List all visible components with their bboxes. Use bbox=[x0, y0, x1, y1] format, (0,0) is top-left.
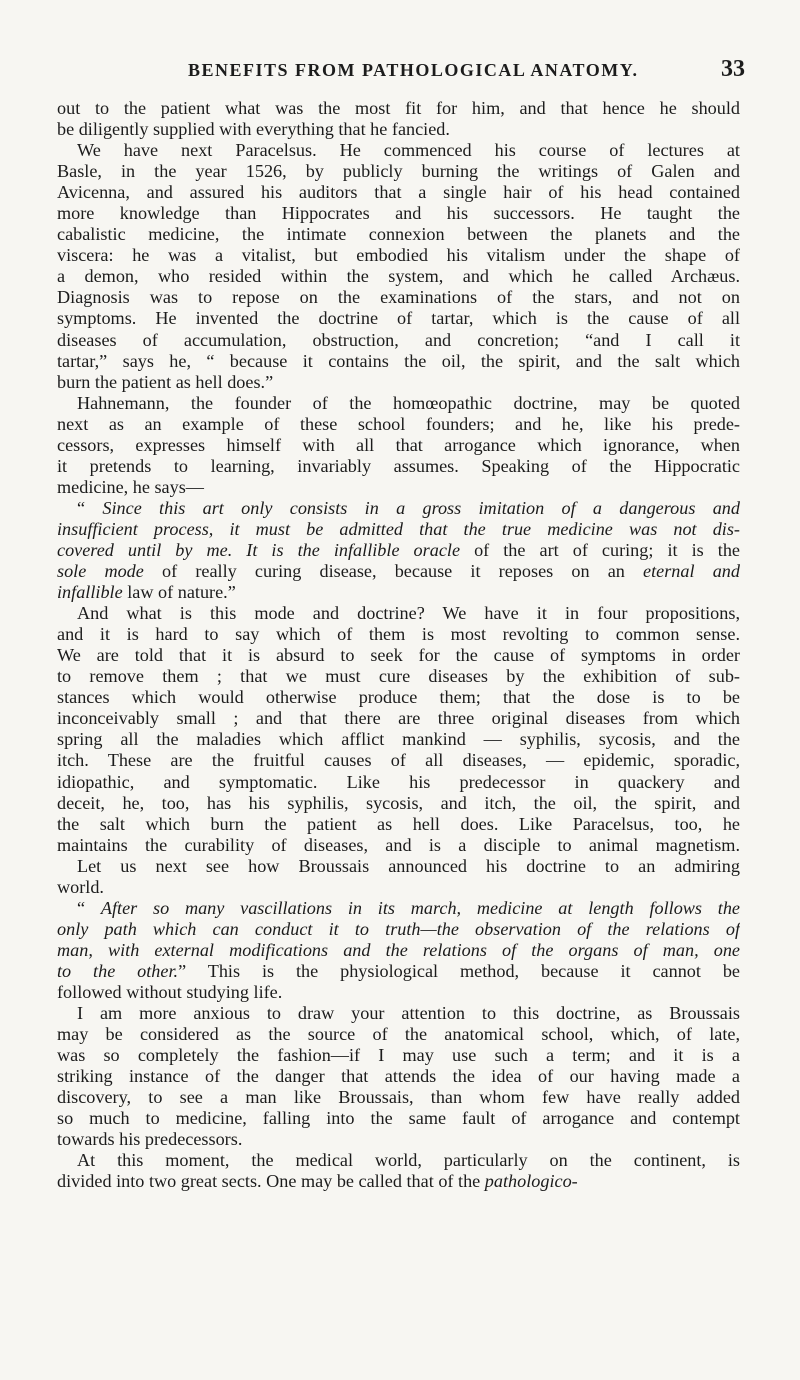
text-line bbox=[57, 119, 740, 140]
text-run: of really curing disease, because it reposes on an bbox=[143, 561, 644, 582]
text-run: I am more anxious to draw your attention to this doctrine, as Broussais bbox=[77, 1003, 740, 1024]
text-run: striking instance of the danger that attends the idea of our having made a bbox=[57, 1066, 740, 1087]
text-line bbox=[57, 98, 740, 119]
text-run: cabalistic medicine, the intimate connexion between the planets and the bbox=[57, 224, 740, 245]
italic-run: to the other. bbox=[57, 960, 179, 981]
body-text bbox=[57, 98, 740, 1192]
text-run: more knowledge than Hippocrates and his successors. He taught the bbox=[57, 203, 740, 224]
text-run: medicine, he says— bbox=[57, 476, 204, 497]
text-run: At this moment, the medical world, particularly on the continent, is bbox=[77, 1150, 740, 1171]
text-line bbox=[57, 603, 740, 624]
text-run: to remove them ; that we must cure diseases by the exhibition of sub- bbox=[57, 666, 740, 687]
text-run: out to the patient what was the most fit for him, and that hence he should bbox=[57, 98, 740, 118]
text-line bbox=[57, 1129, 740, 1150]
text-run: the salt which burn the patient as hell does. Like Paracelsus, too, he bbox=[57, 813, 740, 834]
text-run: followed without studying life. bbox=[57, 981, 283, 1002]
text-run: was so completely the fashion—if I may use such a term; and it is a bbox=[57, 1045, 740, 1066]
text-run: tartar,” says he, “ because it contains the oil, the spirit, and the salt which bbox=[57, 350, 740, 371]
text-run: ” This is the physiological method, because it cannot be bbox=[178, 960, 740, 981]
text-run: inconceivably small ; and that there are three original diseases from which bbox=[57, 708, 740, 729]
text-run: Hahnemann, the founder of the homœopathic doctrine, may be quoted bbox=[77, 392, 740, 413]
text-line bbox=[57, 1150, 740, 1171]
text-line bbox=[57, 414, 740, 435]
text-run: “ bbox=[77, 897, 101, 918]
text-line bbox=[57, 330, 740, 351]
text-line bbox=[57, 1045, 740, 1066]
text-line bbox=[57, 940, 740, 961]
text-line bbox=[57, 835, 740, 856]
text-line bbox=[57, 540, 740, 561]
text-run: Basle, in the year 1526, by publicly burning the writings of Galen and bbox=[57, 161, 740, 182]
text-run: idiopathic, and symptomatic. Like his predecessor in quackery and bbox=[57, 771, 740, 792]
text-run: itch. These are the fruitful causes of all diseases, — epidemic, sporadic, bbox=[57, 750, 740, 771]
text-run: Let us next see how Broussais announced his doctrine to an admiring bbox=[77, 855, 740, 876]
text-line bbox=[57, 372, 740, 393]
text-run: viscera: he was a vitalist, but embodied his vitalism under the shape of bbox=[57, 245, 740, 266]
text-run: spring all the maladies which afflict mankind — syphilis, sycosis, and the bbox=[57, 729, 740, 750]
text-run: And what is this mode and doctrine? We have it in four propositions, bbox=[77, 603, 740, 624]
italic-run: infallible bbox=[57, 582, 123, 603]
italic-run: insufficient process, it must be admitted that the true medicine was not dis- bbox=[57, 518, 740, 539]
text-line bbox=[57, 856, 740, 877]
text-line bbox=[57, 814, 740, 835]
text-run: of the art of curing; it is the bbox=[460, 539, 740, 560]
italic-run: After so many vascillations in its march, medicine at length follows the bbox=[100, 897, 740, 918]
text-run: diseases of accumulation, obstruction, and concretion; “and I call it bbox=[57, 329, 740, 350]
text-line bbox=[57, 1171, 740, 1192]
text-line bbox=[57, 624, 740, 645]
text-line bbox=[57, 456, 740, 477]
text-line bbox=[57, 666, 740, 687]
text-line bbox=[57, 708, 740, 729]
text-run: next as an example of these school founders; and he, like his prede- bbox=[57, 413, 740, 434]
text-line bbox=[57, 582, 740, 603]
text-line bbox=[57, 687, 740, 708]
text-line bbox=[57, 750, 740, 771]
text-line bbox=[57, 1066, 740, 1087]
text-run: world. bbox=[57, 876, 104, 897]
text-line bbox=[57, 266, 740, 287]
text-line bbox=[57, 519, 740, 540]
italic-run: man, with external modifications and the relations of the organs of man, one bbox=[57, 939, 740, 960]
text-run: law of nature.” bbox=[122, 582, 236, 603]
running-head: BENEFITS FROM PATHOLOGICAL ANATOMY. bbox=[188, 60, 639, 80]
text-run: Avicenna, and assured his auditors that a single hair of his head contained bbox=[57, 182, 740, 203]
text-line bbox=[57, 561, 740, 582]
text-line bbox=[57, 477, 740, 498]
text-line bbox=[57, 393, 740, 414]
text-run: burn the patient as hell does.” bbox=[57, 371, 274, 392]
text-line bbox=[57, 161, 740, 182]
text-line bbox=[57, 898, 740, 919]
text-line bbox=[57, 877, 740, 898]
text-line bbox=[57, 287, 740, 308]
text-line bbox=[57, 982, 740, 1003]
text-run: maintains the curability of diseases, and is a disciple to animal magnetism. bbox=[57, 834, 740, 855]
italic-run: sole mode bbox=[57, 561, 144, 582]
text-line bbox=[57, 140, 740, 161]
text-run: “ bbox=[77, 497, 103, 518]
text-line bbox=[57, 961, 740, 982]
text-line bbox=[57, 1024, 740, 1045]
text-run: a demon, who resided within the system, and which he called Archæus. bbox=[57, 266, 740, 287]
text-line bbox=[57, 308, 740, 329]
text-line bbox=[57, 729, 740, 750]
italic-run: covered until by me. It is the infallible oracle bbox=[57, 539, 461, 560]
text-line bbox=[57, 1003, 740, 1024]
text-line bbox=[57, 435, 740, 456]
text-run: so much to medicine, falling into the same fault of arrogance and contempt bbox=[57, 1108, 740, 1129]
text-run: symptoms. He invented the doctrine of tartar, which is the cause of all bbox=[57, 308, 740, 329]
text-line bbox=[57, 351, 740, 372]
text-run: divided into two great sects. One may be called that of the bbox=[57, 1171, 485, 1192]
text-line bbox=[57, 772, 740, 793]
text-line bbox=[57, 245, 740, 266]
text-run: may be considered as the source of the anatomical school, which, of late, bbox=[57, 1024, 740, 1045]
text-line bbox=[57, 182, 740, 203]
italic-run: pathologico- bbox=[484, 1171, 578, 1192]
text-run: We have next Paracelsus. He commenced his course of lectures at bbox=[77, 140, 740, 161]
text-run: deceit, he, too, has his syphilis, sycosis, and itch, the oil, the spirit, and bbox=[57, 792, 740, 813]
italic-run: eternal and bbox=[643, 561, 740, 582]
text-line bbox=[57, 224, 740, 245]
text-run: stances which would otherwise produce them; that the dose is to be bbox=[57, 687, 740, 708]
text-line bbox=[57, 645, 740, 666]
text-line bbox=[57, 1108, 740, 1129]
text-run: cessors, expresses himself with all that arrogance which ignorance, when bbox=[57, 434, 740, 455]
page-number: 33 bbox=[721, 56, 745, 82]
text-run: towards his predecessors. bbox=[57, 1129, 243, 1150]
text-line bbox=[57, 793, 740, 814]
text-run: and it is hard to say which of them is most revolting to common sense. bbox=[57, 624, 740, 645]
text-line bbox=[57, 919, 740, 940]
text-run: We are told that it is absurd to seek for the cause of symptoms in order bbox=[57, 645, 740, 666]
text-run: Diagnosis was to repose on the examinations of the stars, and not on bbox=[57, 287, 740, 308]
text-line bbox=[57, 498, 740, 519]
text-line bbox=[57, 203, 740, 224]
text-run: be diligently supplied with everything that he fancied. bbox=[57, 119, 450, 140]
italic-run: only path which can conduct it to truth—the observation of the relations of bbox=[57, 918, 740, 939]
italic-run: Since this art only consists in a gross imitation of a dangerous and bbox=[102, 497, 740, 518]
text-line bbox=[57, 1087, 740, 1108]
text-run: discovery, to see a man like Broussais, than whom few have really added bbox=[57, 1087, 740, 1108]
text-run: it pretends to learning, invariably assumes. Speaking of the Hippocratic bbox=[57, 455, 740, 476]
